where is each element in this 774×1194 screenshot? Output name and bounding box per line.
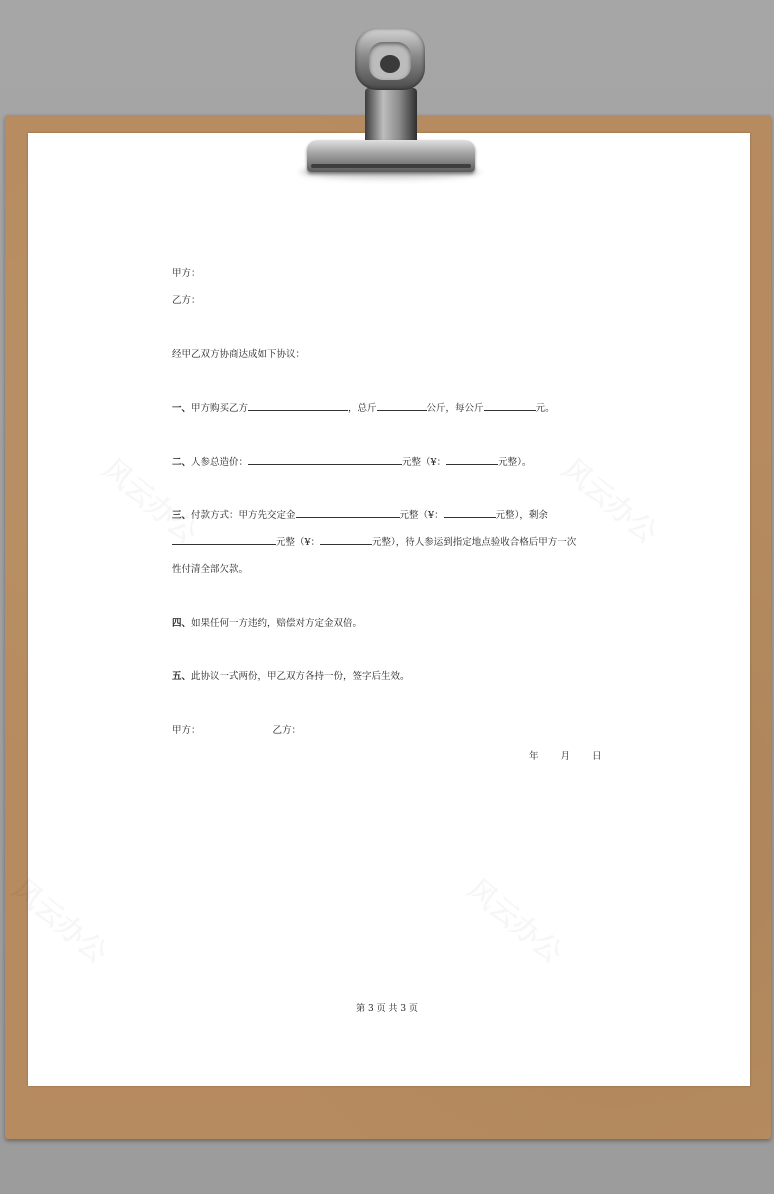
clause-text: 付款方式：甲方先交定金 — [191, 510, 296, 521]
clause-text: 甲方购买乙方 — [191, 403, 249, 414]
clause-text: 元整（¥： — [276, 537, 321, 548]
clause-number: 二、 — [172, 457, 192, 468]
party-a-label: 甲方： — [172, 268, 201, 279]
fill-blank[interactable] — [320, 535, 372, 545]
party-b-line — [172, 292, 201, 306]
clause-1 — [172, 400, 555, 414]
date-day: 日 — [592, 751, 602, 762]
page-suffix: 页 — [408, 1004, 418, 1014]
document-page — [28, 133, 750, 1086]
clause-4 — [172, 615, 362, 629]
signature-line — [172, 722, 301, 736]
page-total: 3 — [400, 1004, 407, 1014]
signature-party-a: 甲方： — [172, 725, 201, 736]
binder-clip-stem — [365, 88, 417, 146]
fill-blank[interactable] — [446, 455, 498, 465]
clause-number: 五、 — [172, 671, 192, 682]
clause-text: ，总斤 — [348, 403, 377, 414]
page-mid: 页 共 — [376, 1004, 398, 1014]
clause-text: 元整），待人参运到指定地点验收合格后甲方一次 — [372, 537, 577, 548]
clause-text: 元整）。 — [498, 457, 532, 468]
intro-text: 经甲乙双方协商达成如下协议： — [172, 349, 306, 360]
clause-text: 元整（¥： — [402, 457, 447, 468]
date-month: 月 — [560, 751, 571, 762]
clause-text: 性付清全部欠款。 — [172, 564, 249, 575]
intro-line — [172, 346, 305, 360]
clause-text: 此协议一式两份，甲乙双方各持一份，签字后生效。 — [191, 671, 410, 682]
party-b-label: 乙方： — [172, 295, 201, 306]
clause-3 — [172, 507, 548, 521]
clause-text: 元。 — [535, 403, 555, 414]
clause-3-end — [172, 561, 248, 575]
fill-blank[interactable] — [484, 401, 536, 411]
clause-text: 人参总造价： — [191, 457, 249, 468]
clause-3-continued — [172, 534, 576, 548]
date-year: 年 — [529, 751, 539, 762]
binder-clip-icon — [307, 140, 475, 172]
clause-number: 一、 — [172, 403, 192, 414]
fill-blank[interactable] — [377, 401, 427, 411]
clause-text: 公斤，每公斤 — [426, 403, 484, 414]
fill-blank[interactable] — [172, 535, 276, 545]
clause-text: 元整），剩余 — [495, 510, 548, 521]
clause-text: 如果任何一方违约，赔偿对方定金双倍。 — [191, 618, 363, 629]
clause-number: 三、 — [172, 510, 192, 521]
page-number — [0, 1001, 774, 1014]
fill-blank[interactable] — [248, 455, 402, 465]
date-line — [529, 748, 602, 762]
party-a-line — [172, 265, 201, 279]
clause-number: 四、 — [172, 618, 192, 629]
fill-blank[interactable] — [248, 401, 348, 411]
clause-text: 元整（¥： — [399, 510, 444, 521]
fill-blank[interactable] — [444, 508, 496, 518]
fill-blank[interactable] — [296, 508, 400, 518]
clause-2 — [172, 454, 531, 468]
clause-5 — [172, 668, 410, 682]
page-current: 3 — [367, 1004, 374, 1014]
page-prefix: 第 — [356, 1004, 366, 1014]
binder-clip-hole — [380, 55, 400, 73]
signature-party-b: 乙方： — [272, 725, 302, 736]
